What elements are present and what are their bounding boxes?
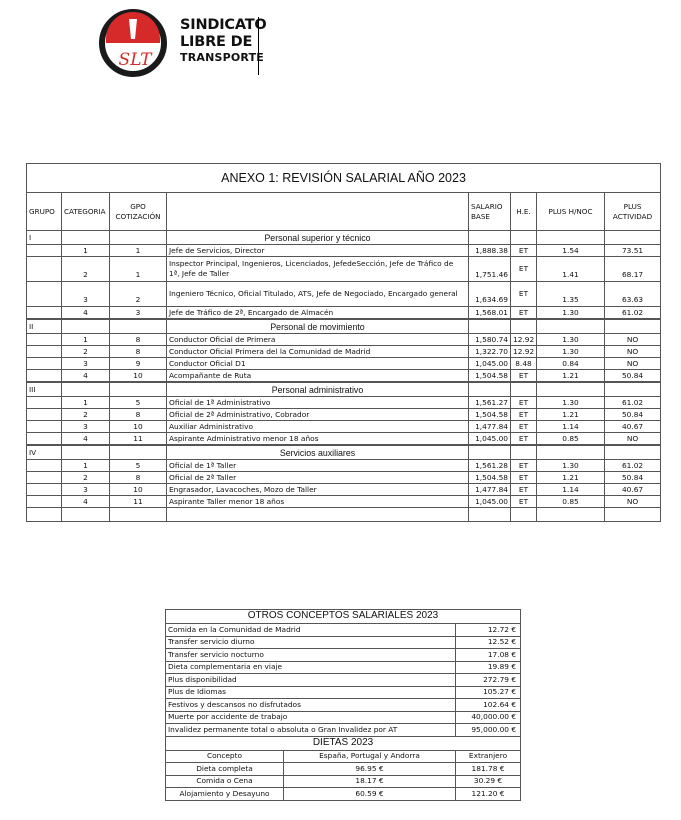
salary-cell: 1,477.84 [469, 421, 511, 433]
salary-annex-table [26, 163, 661, 522]
concept-row [166, 724, 521, 737]
empty-cell [537, 382, 605, 397]
plus-actividad-cell: 50.84 [605, 409, 661, 421]
empty-cell [27, 346, 62, 358]
concept-label: Plus de Idiomas [166, 686, 456, 699]
gpo-cell: 1 [110, 257, 167, 282]
he-cell: ET [511, 472, 537, 484]
category-cell: 4 [62, 496, 110, 508]
concept-value: 95,000.00 € [456, 724, 521, 737]
plus-hnoc-cell: 1.21 [537, 370, 605, 383]
description-cell: Acompañante de Ruta [167, 370, 469, 383]
table-row [27, 334, 661, 346]
empty-cell [27, 460, 62, 472]
concept-label: Muerte por accidente de trabajo [166, 711, 456, 724]
salary-cell: 1,888.38 [469, 245, 511, 257]
concept-label: Plus disponibilidad [166, 674, 456, 687]
dieta-row [166, 775, 521, 788]
description-cell: Aspirante Taller menor 18 años [167, 496, 469, 508]
other-concepts-title: OTROS CONCEPTOS SALARIALES 2023 [166, 610, 521, 624]
header-categoria: CATEGORIA [62, 193, 110, 231]
logo-monogram: SLT [118, 50, 152, 70]
description-cell: Oficial de 2ª Administrativo, Cobrador [167, 409, 469, 421]
description-cell: Engrasador, Lavacoches, Mozo de Taller [167, 484, 469, 496]
salary-cell: 1,634.69 [469, 282, 511, 307]
empty-cell [27, 245, 62, 257]
category-cell: 3 [62, 421, 110, 433]
plus-hnoc-cell: 1.21 [537, 472, 605, 484]
he-cell: ET [511, 370, 537, 383]
concept-row [166, 624, 521, 637]
dietas-header-row [166, 750, 521, 763]
empty-cell [605, 382, 661, 397]
salary-cell: 1,322.70 [469, 346, 511, 358]
concept-label: Festivos y descansos no disfrutados [166, 699, 456, 712]
plus-hnoc-cell: 1.41 [537, 257, 605, 282]
description-cell: Oficial de 1ª Taller [167, 460, 469, 472]
concept-label: Transfer servicio diurno [166, 636, 456, 649]
description-cell: Oficial de 1ª Administrativo [167, 397, 469, 409]
plus-actividad-cell: 61.02 [605, 397, 661, 409]
empty-cell [27, 484, 62, 496]
empty-cell [27, 282, 62, 307]
concept-row [166, 661, 521, 674]
he-cell: ET [511, 409, 537, 421]
plus-actividad-cell: NO [605, 346, 661, 358]
empty-cell [27, 257, 62, 282]
category-cell: 1 [62, 397, 110, 409]
he-cell: 8.48 [511, 358, 537, 370]
plus-hnoc-cell: 1.30 [537, 460, 605, 472]
table-row [27, 433, 661, 446]
table-row [27, 307, 661, 320]
empty-cell [110, 319, 167, 334]
slt-emblem-icon [99, 9, 173, 77]
empty-cell [62, 508, 110, 522]
description-cell: Inspector Principal, Ingenieros, Licenciados, JefedeSección, Jefe de Tráfico de 1ª, Jefe de Taller [167, 257, 469, 282]
gpo-cell: 8 [110, 334, 167, 346]
he-cell: ET [511, 245, 537, 257]
concept-row [166, 699, 521, 712]
plus-hnoc-cell: 1.14 [537, 421, 605, 433]
description-cell: Aspirante Administrativo menor 18 años [167, 433, 469, 446]
plus-hnoc-cell: 1.30 [537, 334, 605, 346]
category-cell: 1 [62, 334, 110, 346]
section-name: Personal de movimiento [167, 319, 469, 334]
concept-row [166, 674, 521, 687]
salary-cell: 1,477.84 [469, 484, 511, 496]
concept-value: 272.79 € [456, 674, 521, 687]
concept-value: 17.08 € [456, 649, 521, 662]
dietas-title: DIETAS 2023 [166, 736, 521, 750]
plus-hnoc-cell: 1.54 [537, 245, 605, 257]
empty-cell [27, 433, 62, 446]
plus-hnoc-cell: 1.35 [537, 282, 605, 307]
empty-cell [469, 231, 511, 245]
empty-cell [511, 382, 537, 397]
annex-title: ANEXO 1: REVISIÓN SALARIAL AÑO 2023 [27, 164, 661, 193]
category-cell: 2 [62, 472, 110, 484]
category-cell: 4 [62, 307, 110, 320]
empty-cell [605, 508, 661, 522]
empty-cell [62, 231, 110, 245]
plus-actividad-cell: NO [605, 334, 661, 346]
empty-cell [27, 496, 62, 508]
he-cell: ET [511, 282, 537, 307]
empty-cell [605, 445, 661, 460]
table-row [27, 484, 661, 496]
empty-cell [537, 231, 605, 245]
category-cell: 2 [62, 346, 110, 358]
plus-actividad-cell: 73.51 [605, 245, 661, 257]
section-row [27, 445, 661, 460]
section-row [27, 382, 661, 397]
header-gpo-cotizacion: GPO COTIZACIÓN [110, 193, 167, 231]
salary-cell: 1,561.27 [469, 397, 511, 409]
empty-cell [110, 445, 167, 460]
concept-row [166, 686, 521, 699]
table-row [27, 496, 661, 508]
category-cell: 3 [62, 282, 110, 307]
plus-actividad-cell: NO [605, 433, 661, 446]
empty-cell [27, 472, 62, 484]
plus-hnoc-cell: 1.30 [537, 346, 605, 358]
gpo-cell: 2 [110, 282, 167, 307]
description-cell: Jefe de Servicios, Director [167, 245, 469, 257]
empty-cell [511, 445, 537, 460]
dieta-extranjero: 121.20 € [456, 788, 521, 801]
he-cell: 12.92 [511, 346, 537, 358]
concept-row [166, 711, 521, 724]
category-cell: 2 [62, 409, 110, 421]
gpo-cell: 11 [110, 496, 167, 508]
gpo-cell: 3 [110, 307, 167, 320]
plus-hnoc-cell: 0.85 [537, 433, 605, 446]
dietas-title-row [166, 736, 521, 750]
header-he: H.E. [511, 193, 537, 231]
table-row [27, 397, 661, 409]
he-cell: ET [511, 496, 537, 508]
description-cell: Conductor Oficial de Primera [167, 334, 469, 346]
dieta-row [166, 763, 521, 776]
table-row [27, 257, 661, 282]
gpo-cell: 8 [110, 409, 167, 421]
empty-cell [537, 508, 605, 522]
plus-actividad-cell: 40.67 [605, 484, 661, 496]
header-description [167, 193, 469, 231]
description-cell: Jefe de Tráfico de 2ª, Encargado de Almacén [167, 307, 469, 320]
description-cell: Conductor Oficial Primera del la Comunidad de Madrid [167, 346, 469, 358]
plus-actividad-cell: NO [605, 358, 661, 370]
concept-row [166, 649, 521, 662]
group-number: I [27, 231, 62, 245]
gpo-cell: 1 [110, 245, 167, 257]
header-grupo: GRUPO [27, 193, 62, 231]
category-cell: 3 [62, 358, 110, 370]
plus-actividad-cell: 68.17 [605, 257, 661, 282]
section-name: Personal superior y técnico [167, 231, 469, 245]
empty-cell [27, 358, 62, 370]
dieta-concepto: Comida o Cena [166, 775, 284, 788]
dieta-espana: 18.17 € [284, 775, 456, 788]
group-number: IV [27, 445, 62, 460]
plus-actividad-cell: 63.63 [605, 282, 661, 307]
dieta-espana: 60.59 € [284, 788, 456, 801]
plus-actividad-cell: 61.02 [605, 307, 661, 320]
empty-cell [110, 382, 167, 397]
section-row [27, 231, 661, 245]
table-row [27, 421, 661, 433]
empty-cell [469, 445, 511, 460]
group-number: II [27, 319, 62, 334]
empty-cell [511, 319, 537, 334]
category-cell: 1 [62, 460, 110, 472]
header-salario-base: SALARIO BASE [469, 193, 511, 231]
gpo-cell: 10 [110, 484, 167, 496]
empty-cell [167, 508, 469, 522]
table-row [27, 472, 661, 484]
plus-actividad-cell: 50.84 [605, 370, 661, 383]
empty-cell [537, 445, 605, 460]
empty-row [27, 508, 661, 522]
salary-cell: 1,504.58 [469, 472, 511, 484]
description-cell: Auxiliar Administrativo [167, 421, 469, 433]
plus-hnoc-cell: 1.21 [537, 409, 605, 421]
table-row [27, 370, 661, 383]
annex-header-row [27, 193, 661, 231]
logo-divider [258, 17, 259, 75]
he-cell: ET [511, 307, 537, 320]
plus-hnoc-cell: 0.84 [537, 358, 605, 370]
dietas-header-espana: España, Portugal y Andorra [284, 750, 456, 763]
salary-cell: 1,045.00 [469, 358, 511, 370]
gpo-cell: 11 [110, 433, 167, 446]
concept-value: 40,000.00 € [456, 711, 521, 724]
gpo-cell: 8 [110, 346, 167, 358]
category-cell: 4 [62, 370, 110, 383]
section-name: Servicios auxiliares [167, 445, 469, 460]
other-concepts-table [165, 609, 521, 801]
he-cell: ET [511, 421, 537, 433]
plus-hnoc-cell: 1.30 [537, 307, 605, 320]
dietas-header-concepto: Concepto [166, 750, 284, 763]
empty-cell [110, 508, 167, 522]
concept-value: 12.72 € [456, 624, 521, 637]
union-logo [99, 9, 269, 77]
empty-cell [605, 319, 661, 334]
salary-cell: 1,580.74 [469, 334, 511, 346]
logo-line-3: TRANSPORTE [180, 51, 265, 64]
he-cell: ET [511, 257, 537, 282]
salary-cell: 1,568.01 [469, 307, 511, 320]
category-cell: 3 [62, 484, 110, 496]
salary-cell: 1,504.58 [469, 370, 511, 383]
plus-hnoc-cell: 1.30 [537, 397, 605, 409]
section-row [27, 319, 661, 334]
he-cell: ET [511, 397, 537, 409]
dieta-concepto: Alojamiento y Desayuno [166, 788, 284, 801]
gpo-cell: 10 [110, 370, 167, 383]
empty-cell [62, 382, 110, 397]
concept-label: Comida en la Comunidad de Madrid [166, 624, 456, 637]
description-cell: Ingeniero Técnico, Oficial Titulado, ATS, Jefe de Negociado, Encargado general [167, 282, 469, 307]
table-row [27, 346, 661, 358]
empty-cell [62, 319, 110, 334]
plus-hnoc-cell: 1.14 [537, 484, 605, 496]
empty-cell [27, 409, 62, 421]
description-cell: Conductor Oficial D1 [167, 358, 469, 370]
plus-actividad-cell: 61.02 [605, 460, 661, 472]
empty-cell [537, 319, 605, 334]
empty-cell [511, 231, 537, 245]
group-number: III [27, 382, 62, 397]
salary-cell: 1,751.46 [469, 257, 511, 282]
plus-actividad-cell: NO [605, 496, 661, 508]
empty-cell [27, 334, 62, 346]
header-plus-hnoc: PLUS H/NOC [537, 193, 605, 231]
empty-cell [511, 508, 537, 522]
empty-cell [27, 370, 62, 383]
category-cell: 4 [62, 433, 110, 446]
salary-cell: 1,561.28 [469, 460, 511, 472]
dieta-extranjero: 181.78 € [456, 763, 521, 776]
plus-actividad-cell: 40.67 [605, 421, 661, 433]
empty-cell [27, 421, 62, 433]
gpo-cell: 10 [110, 421, 167, 433]
empty-cell [110, 231, 167, 245]
he-cell: ET [511, 484, 537, 496]
salary-cell: 1,045.00 [469, 433, 511, 446]
plus-hnoc-cell: 0.85 [537, 496, 605, 508]
header-plus-actividad: PLUS ACTIVIDAD [605, 193, 661, 231]
empty-cell [469, 508, 511, 522]
category-cell: 1 [62, 245, 110, 257]
salary-cell: 1,504.58 [469, 409, 511, 421]
concept-value: 105.27 € [456, 686, 521, 699]
dieta-row [166, 788, 521, 801]
table-row [27, 460, 661, 472]
he-cell: ET [511, 433, 537, 446]
logo-line-1: SINDICATO [180, 17, 267, 33]
empty-cell [27, 508, 62, 522]
concept-value: 12.52 € [456, 636, 521, 649]
empty-cell [605, 231, 661, 245]
plus-actividad-cell: 50.84 [605, 472, 661, 484]
gpo-cell: 9 [110, 358, 167, 370]
empty-cell [469, 319, 511, 334]
logo-line-2: LIBRE DE [180, 34, 253, 50]
empty-cell [62, 445, 110, 460]
logo-wordmark [180, 17, 270, 65]
he-cell: ET [511, 460, 537, 472]
gpo-cell: 5 [110, 460, 167, 472]
section-name: Personal administrativo [167, 382, 469, 397]
he-cell: 12.92 [511, 334, 537, 346]
table-row [27, 245, 661, 257]
empty-cell [27, 397, 62, 409]
concept-row [166, 636, 521, 649]
table-row [27, 409, 661, 421]
category-cell: 2 [62, 257, 110, 282]
empty-cell [469, 382, 511, 397]
concept-value: 102.64 € [456, 699, 521, 712]
dieta-concepto: Dieta completa [166, 763, 284, 776]
dieta-espana: 96.95 € [284, 763, 456, 776]
concept-label: Dieta complementaria en viaje [166, 661, 456, 674]
table-row [27, 282, 661, 307]
dietas-header-extranjero: Extranjero [456, 750, 521, 763]
description-cell: Oficial de 2ª Taller [167, 472, 469, 484]
empty-cell [27, 307, 62, 320]
concept-label: Invalidez permanente total o absoluta o Gran Invalidez por AT [166, 724, 456, 737]
gpo-cell: 5 [110, 397, 167, 409]
concept-value: 19.89 € [456, 661, 521, 674]
gpo-cell: 8 [110, 472, 167, 484]
table-row [27, 358, 661, 370]
salary-cell: 1,045.00 [469, 496, 511, 508]
concept-label: Transfer servicio nocturno [166, 649, 456, 662]
dieta-extranjero: 30.29 € [456, 775, 521, 788]
